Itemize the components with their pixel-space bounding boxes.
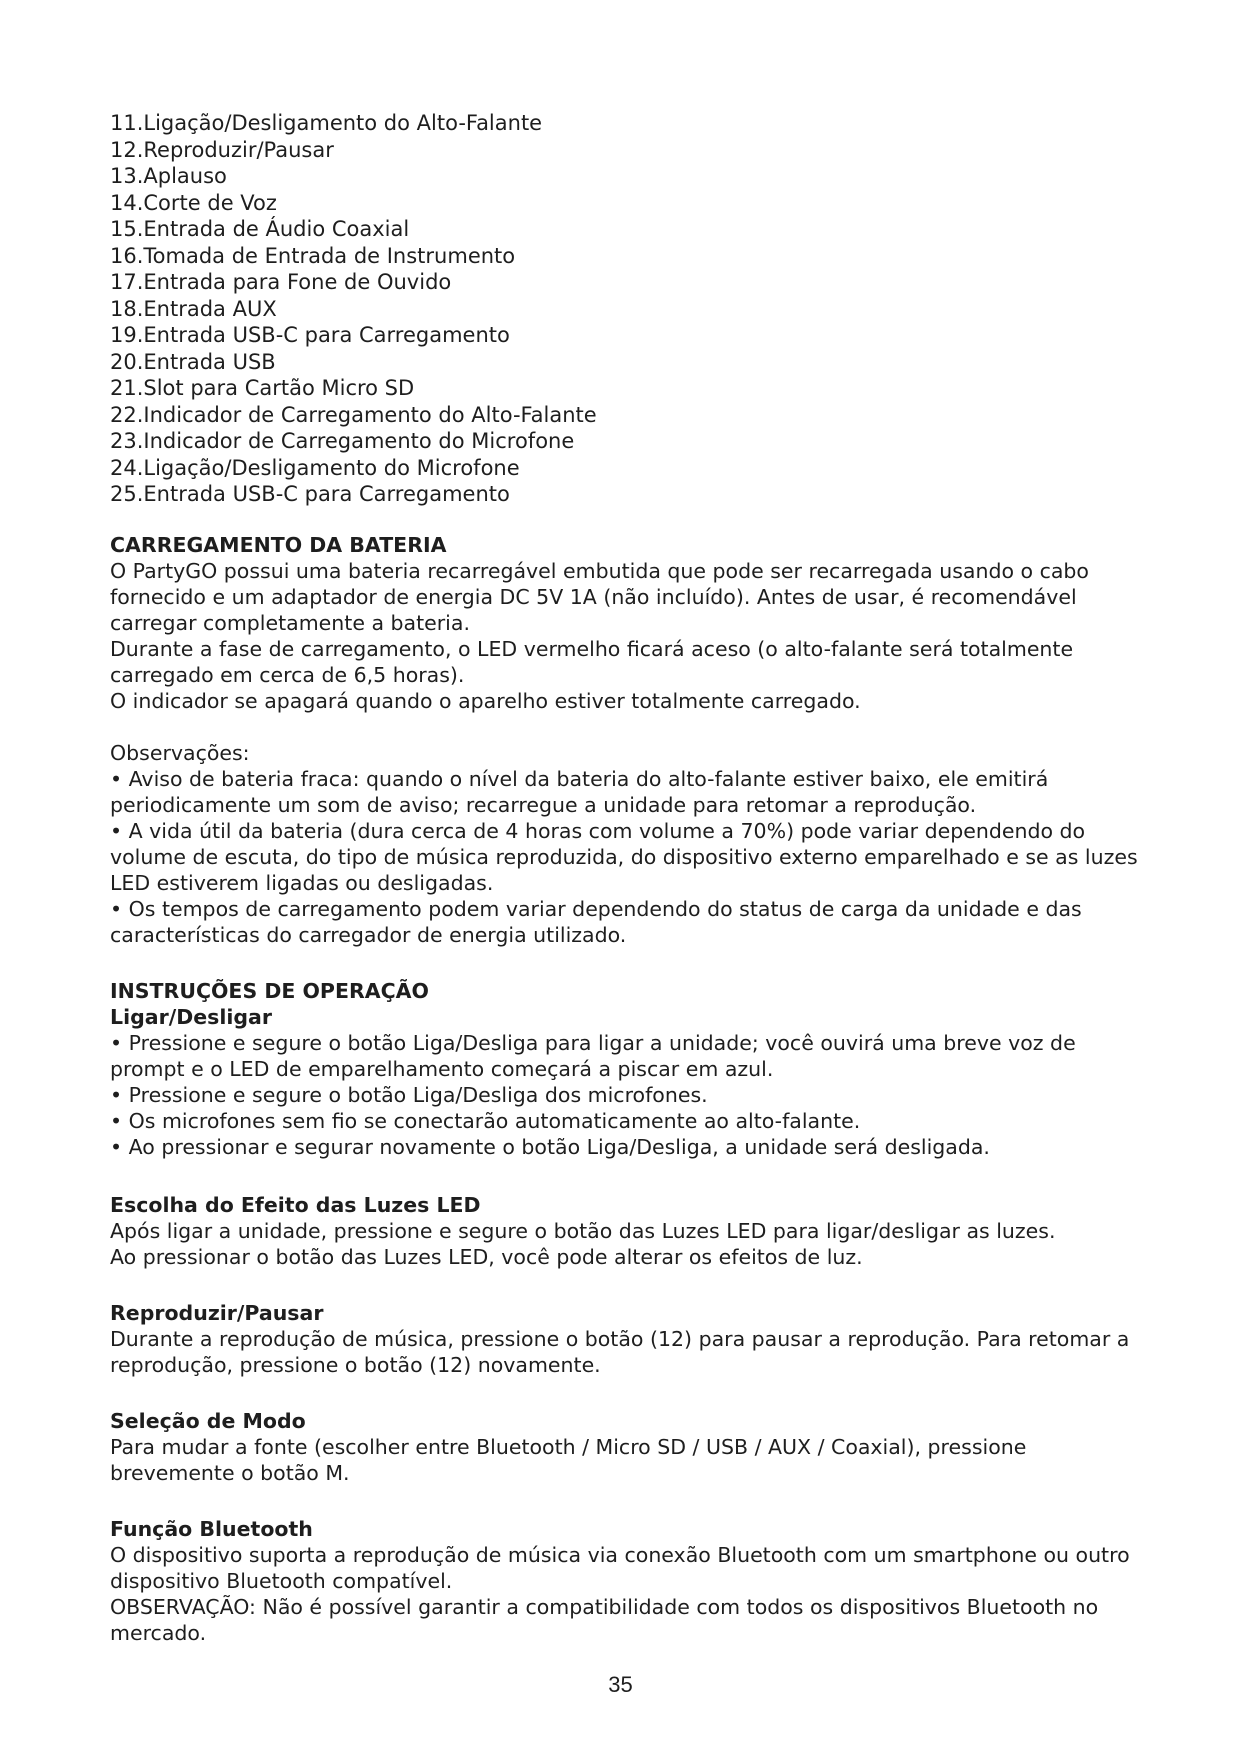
list-item: 22.Indicador de Carregamento do Alto-Falante bbox=[110, 402, 597, 427]
bluetooth-paragraph: OBSERVAÇÃO: Não é possível garantir a compatibilidade com todos os dispositivos Bluetooth no mercado. bbox=[110, 1594, 1099, 1645]
list-item: 25.Entrada USB-C para Carregamento bbox=[110, 482, 510, 506]
battery-section bbox=[110, 532, 1150, 948]
led-paragraph: Após ligar a unidade, pressione e segure o botão das Luzes LED para ligar/desligar as luzes. bbox=[110, 1218, 1056, 1243]
led-paragraph: Ao pressionar o botão das Luzes LED, você pode alterar os efeitos de luz. bbox=[110, 1244, 863, 1269]
power-bullet: • Pressione e segure o botão Liga/Desliga para ligar a unidade; você ouvirá uma breve voz de prompt e o LED de emparelhamento começará a piscar em azul. bbox=[110, 1030, 1076, 1081]
notes-title: Observações: bbox=[110, 740, 250, 765]
mode-title: Seleção de Modo bbox=[110, 1408, 306, 1433]
parts-list bbox=[110, 110, 1150, 508]
list-item: 23.Indicador de Carregamento do Microfone bbox=[110, 429, 575, 453]
list-item: 16.Tomada de Entrada de Instrumento bbox=[110, 243, 516, 268]
list-item: 19.Entrada USB-C para Carregamento bbox=[110, 323, 510, 347]
mode-paragraph: Para mudar a fonte (escolher entre Bluetooth / Micro SD / USB / AUX / Coaxial), pressione brevemente o botão M. bbox=[110, 1434, 1027, 1485]
note-item: • Aviso de bateria fraca: quando o nível da bateria do alto-falante estiver baixo, ele emitirá periodicamente um som de aviso; recarregue a unidade para retomar a reprodução. bbox=[110, 766, 1049, 817]
list-item: 14.Corte de Voz bbox=[110, 190, 277, 215]
list-item: 17.Entrada para Fone de Ouvido bbox=[110, 270, 452, 294]
battery-heading: CARREGAMENTO DA BATERIA bbox=[110, 532, 447, 557]
operation-section bbox=[110, 978, 1150, 1160]
battery-paragraph: O PartyGO possui uma bateria recarregável embutida que pode ser recarregada usando o cabo fornecido e um adaptador de energia DC 5V 1A (não incluído). Antes de usar, é recomendável carregar completamente a bateria. bbox=[110, 558, 1089, 635]
led-section bbox=[110, 1192, 1150, 1270]
note-item: • Os tempos de carregamento podem variar dependendo do status de carga da unidade e das características do carregador de energia utilizado. bbox=[110, 896, 1082, 947]
bluetooth-paragraph: O dispositivo suporta a reprodução de música via conexão Bluetooth com um smartphone ou outro dispositivo Bluetooth compatível. bbox=[110, 1542, 1130, 1593]
list-item: 11.Ligação/Desligamento do Alto-Falante bbox=[110, 111, 543, 135]
list-item: 18.Entrada AUX bbox=[110, 296, 277, 321]
note-item: • A vida útil da bateria (dura cerca de 4 horas com volume a 70%) pode variar dependendo do volume de escuta, do tipo de música reproduzida, do dispositivo externo emparelhado e se as luzes LED estiverem ligadas ou desligadas. bbox=[110, 818, 1138, 895]
battery-paragraph: O indicador se apagará quando o aparelho estiver totalmente carregado. bbox=[110, 688, 861, 713]
list-item: 12.Reproduzir/Pausar bbox=[110, 137, 334, 162]
play-section bbox=[110, 1300, 1150, 1378]
power-title: Ligar/Desligar bbox=[110, 1004, 272, 1029]
power-bullet: • Ao pressionar e segurar novamente o botão Liga/Desliga, a unidade será desligada. bbox=[110, 1134, 990, 1159]
power-bullet: • Pressione e segure o botão Liga/Desliga dos microfones. bbox=[110, 1082, 708, 1107]
list-item: 21.Slot para Cartão Micro SD bbox=[110, 376, 415, 400]
mode-section bbox=[110, 1408, 1150, 1486]
bluetooth-title: Função Bluetooth bbox=[110, 1516, 313, 1541]
play-title: Reproduzir/Pausar bbox=[110, 1300, 324, 1325]
list-item: 24.Ligação/Desligamento do Microfone bbox=[110, 455, 520, 480]
list-item: 15.Entrada de Áudio Coaxial bbox=[110, 217, 410, 241]
list-item: 20.Entrada USB bbox=[110, 349, 276, 374]
play-paragraph: Durante a reprodução de música, pressione o botão (12) para pausar a reprodução. Para retomar a reprodução, pressione o botão (12) novamente. bbox=[110, 1326, 1130, 1377]
battery-paragraph: Durante a fase de carregamento, o LED vermelho ficará aceso (o alto-falante será totalmente carregado em cerca de 6,5 horas). bbox=[110, 636, 1074, 687]
led-title: Escolha do Efeito das Luzes LED bbox=[110, 1192, 481, 1217]
page-number: 35 bbox=[608, 1672, 633, 1697]
bluetooth-section bbox=[110, 1516, 1150, 1646]
power-bullet: • Os microfones sem fio se conectarão automaticamente ao alto-falante. bbox=[110, 1108, 861, 1133]
operation-heading: INSTRUÇÕES DE OPERAÇÃO bbox=[110, 978, 429, 1003]
list-item: 13.Aplauso bbox=[110, 164, 227, 188]
manual-page bbox=[110, 110, 1150, 1646]
